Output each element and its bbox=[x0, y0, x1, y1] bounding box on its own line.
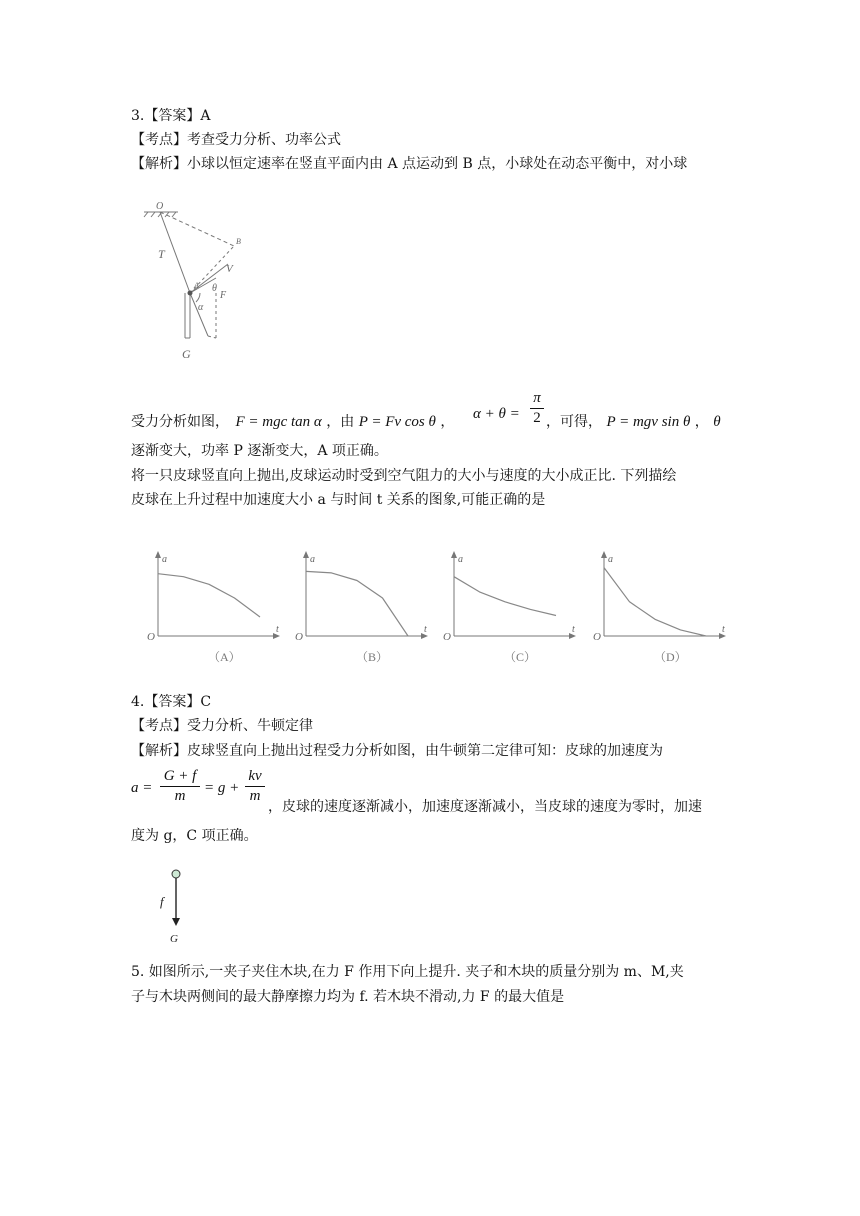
origin-label: O bbox=[295, 631, 303, 643]
origin-label: O bbox=[593, 631, 601, 643]
q3-sep3: ，可得， bbox=[546, 414, 602, 430]
formula-pi: π bbox=[533, 390, 541, 406]
frac2-denominator: m bbox=[249, 788, 261, 804]
q4-conclusion: 度为 g，C 项正确。 bbox=[131, 828, 258, 844]
ball-force-diagram bbox=[158, 866, 198, 946]
q5-line1: 5. 如图所示,一夹子夹住木块,在力 F 作用下向上提升. 夹子和木块的质量分别为 m、M,夹 bbox=[131, 964, 684, 980]
label-f-friction: f bbox=[160, 894, 164, 909]
graph-1 bbox=[144, 550, 284, 668]
q3-sep2: ， bbox=[440, 414, 455, 430]
axis-label-t: t bbox=[424, 624, 427, 635]
frac2-numerator: kv bbox=[248, 768, 262, 784]
y-arrow bbox=[451, 551, 457, 558]
y-arrow bbox=[601, 551, 607, 558]
formula-f: F = mgc tan α bbox=[235, 414, 322, 430]
q3-sep1: ，由 bbox=[326, 414, 355, 430]
q4-question-line2: 皮球在上升过程中加速度大小 a 与时间 t 关系的图象,可能正确的是 bbox=[131, 492, 546, 508]
origin-label: O bbox=[443, 631, 451, 643]
frac1-denominator: m bbox=[174, 788, 186, 804]
curve bbox=[604, 568, 706, 636]
axis-label-t: t bbox=[722, 624, 725, 635]
q3-topic: 【考点】考查受力分析、功率公式 bbox=[131, 132, 341, 148]
formula-angle-left: α + θ = bbox=[473, 406, 520, 422]
curve bbox=[158, 574, 260, 617]
label-v: V bbox=[226, 263, 233, 275]
pendulum-force-diagram bbox=[138, 198, 248, 366]
label-a: A bbox=[194, 281, 199, 290]
q3-conclusion: 逐渐变大，功率 P 逐渐变大，A 项正确。 bbox=[131, 443, 388, 459]
formula-two: 2 bbox=[533, 410, 541, 426]
formula-theta: θ bbox=[713, 414, 721, 430]
axis-label-a: a bbox=[458, 554, 463, 565]
q4-analysis-tail: ，皮球的速度逐渐减小，加速度逐渐减小，当皮球的速度为零时，加速 bbox=[268, 799, 702, 815]
formula-a-lhs: a = bbox=[131, 780, 153, 796]
q3-cont-prefix: 受力分析如图， bbox=[131, 414, 229, 430]
option-label: （B） bbox=[356, 650, 389, 664]
label-f: F bbox=[220, 290, 227, 301]
q3-sep4: ， bbox=[694, 414, 709, 430]
q3-answer: 3.【答案】A bbox=[131, 108, 211, 124]
y-arrow bbox=[155, 551, 161, 558]
origin-label: O bbox=[147, 631, 155, 643]
axis-label-t: t bbox=[572, 624, 575, 635]
q4-analysis: 【解析】皮球竖直向上抛出过程受力分析如图，由牛顿第二定律可知：皮球的加速度为 bbox=[131, 743, 663, 759]
frac1-numerator: G + f bbox=[163, 768, 197, 784]
label-g-gravity: G bbox=[170, 933, 178, 945]
axis-label-a: a bbox=[310, 554, 315, 565]
q3-continuation bbox=[131, 412, 454, 432]
q3-continuation-right bbox=[546, 412, 721, 432]
formula-power-sin: P = mgv sin θ bbox=[606, 414, 691, 430]
graph-2 bbox=[292, 550, 432, 668]
option-label: （C） bbox=[504, 650, 537, 664]
graph-3 bbox=[440, 550, 580, 668]
label-alpha: α bbox=[198, 302, 204, 313]
curve bbox=[306, 571, 408, 636]
q4-topic: 【考点】受力分析、牛顿定律 bbox=[131, 718, 313, 734]
option-label: （A） bbox=[208, 650, 241, 664]
label-o: O bbox=[156, 201, 164, 212]
q3-analysis: 【解析】小球以恒定速率在竖直平面内由 A 点运动到 B 点，小球处在动态平衡中，对小球 bbox=[131, 156, 688, 172]
axis-label-a: a bbox=[162, 554, 167, 565]
axis-label-a: a bbox=[608, 554, 613, 565]
label-theta: θ bbox=[212, 283, 217, 294]
y-arrow bbox=[303, 551, 309, 558]
curve bbox=[454, 577, 556, 616]
label-t: T bbox=[158, 247, 165, 261]
label-b: B bbox=[236, 237, 241, 246]
axis-label-t: t bbox=[276, 624, 279, 635]
label-g: G bbox=[182, 347, 191, 361]
formula-power: P = Fv cos θ bbox=[358, 414, 436, 430]
graph-4 bbox=[590, 550, 730, 668]
option-label: （D） bbox=[654, 650, 687, 664]
q4-question-line1: 将一只皮球竖直向上抛出,皮球运动时受到空气阻力的大小与速度的大小成正比. 下列描绘 bbox=[131, 468, 677, 484]
q4-answer: 4.【答案】C bbox=[131, 694, 212, 710]
q5-line2: 子与木块两侧间的最大静摩擦力均为 f. 若木块不滑动,力 F 的最大值是 bbox=[131, 989, 565, 1005]
formula-mid: = g + bbox=[204, 780, 240, 796]
